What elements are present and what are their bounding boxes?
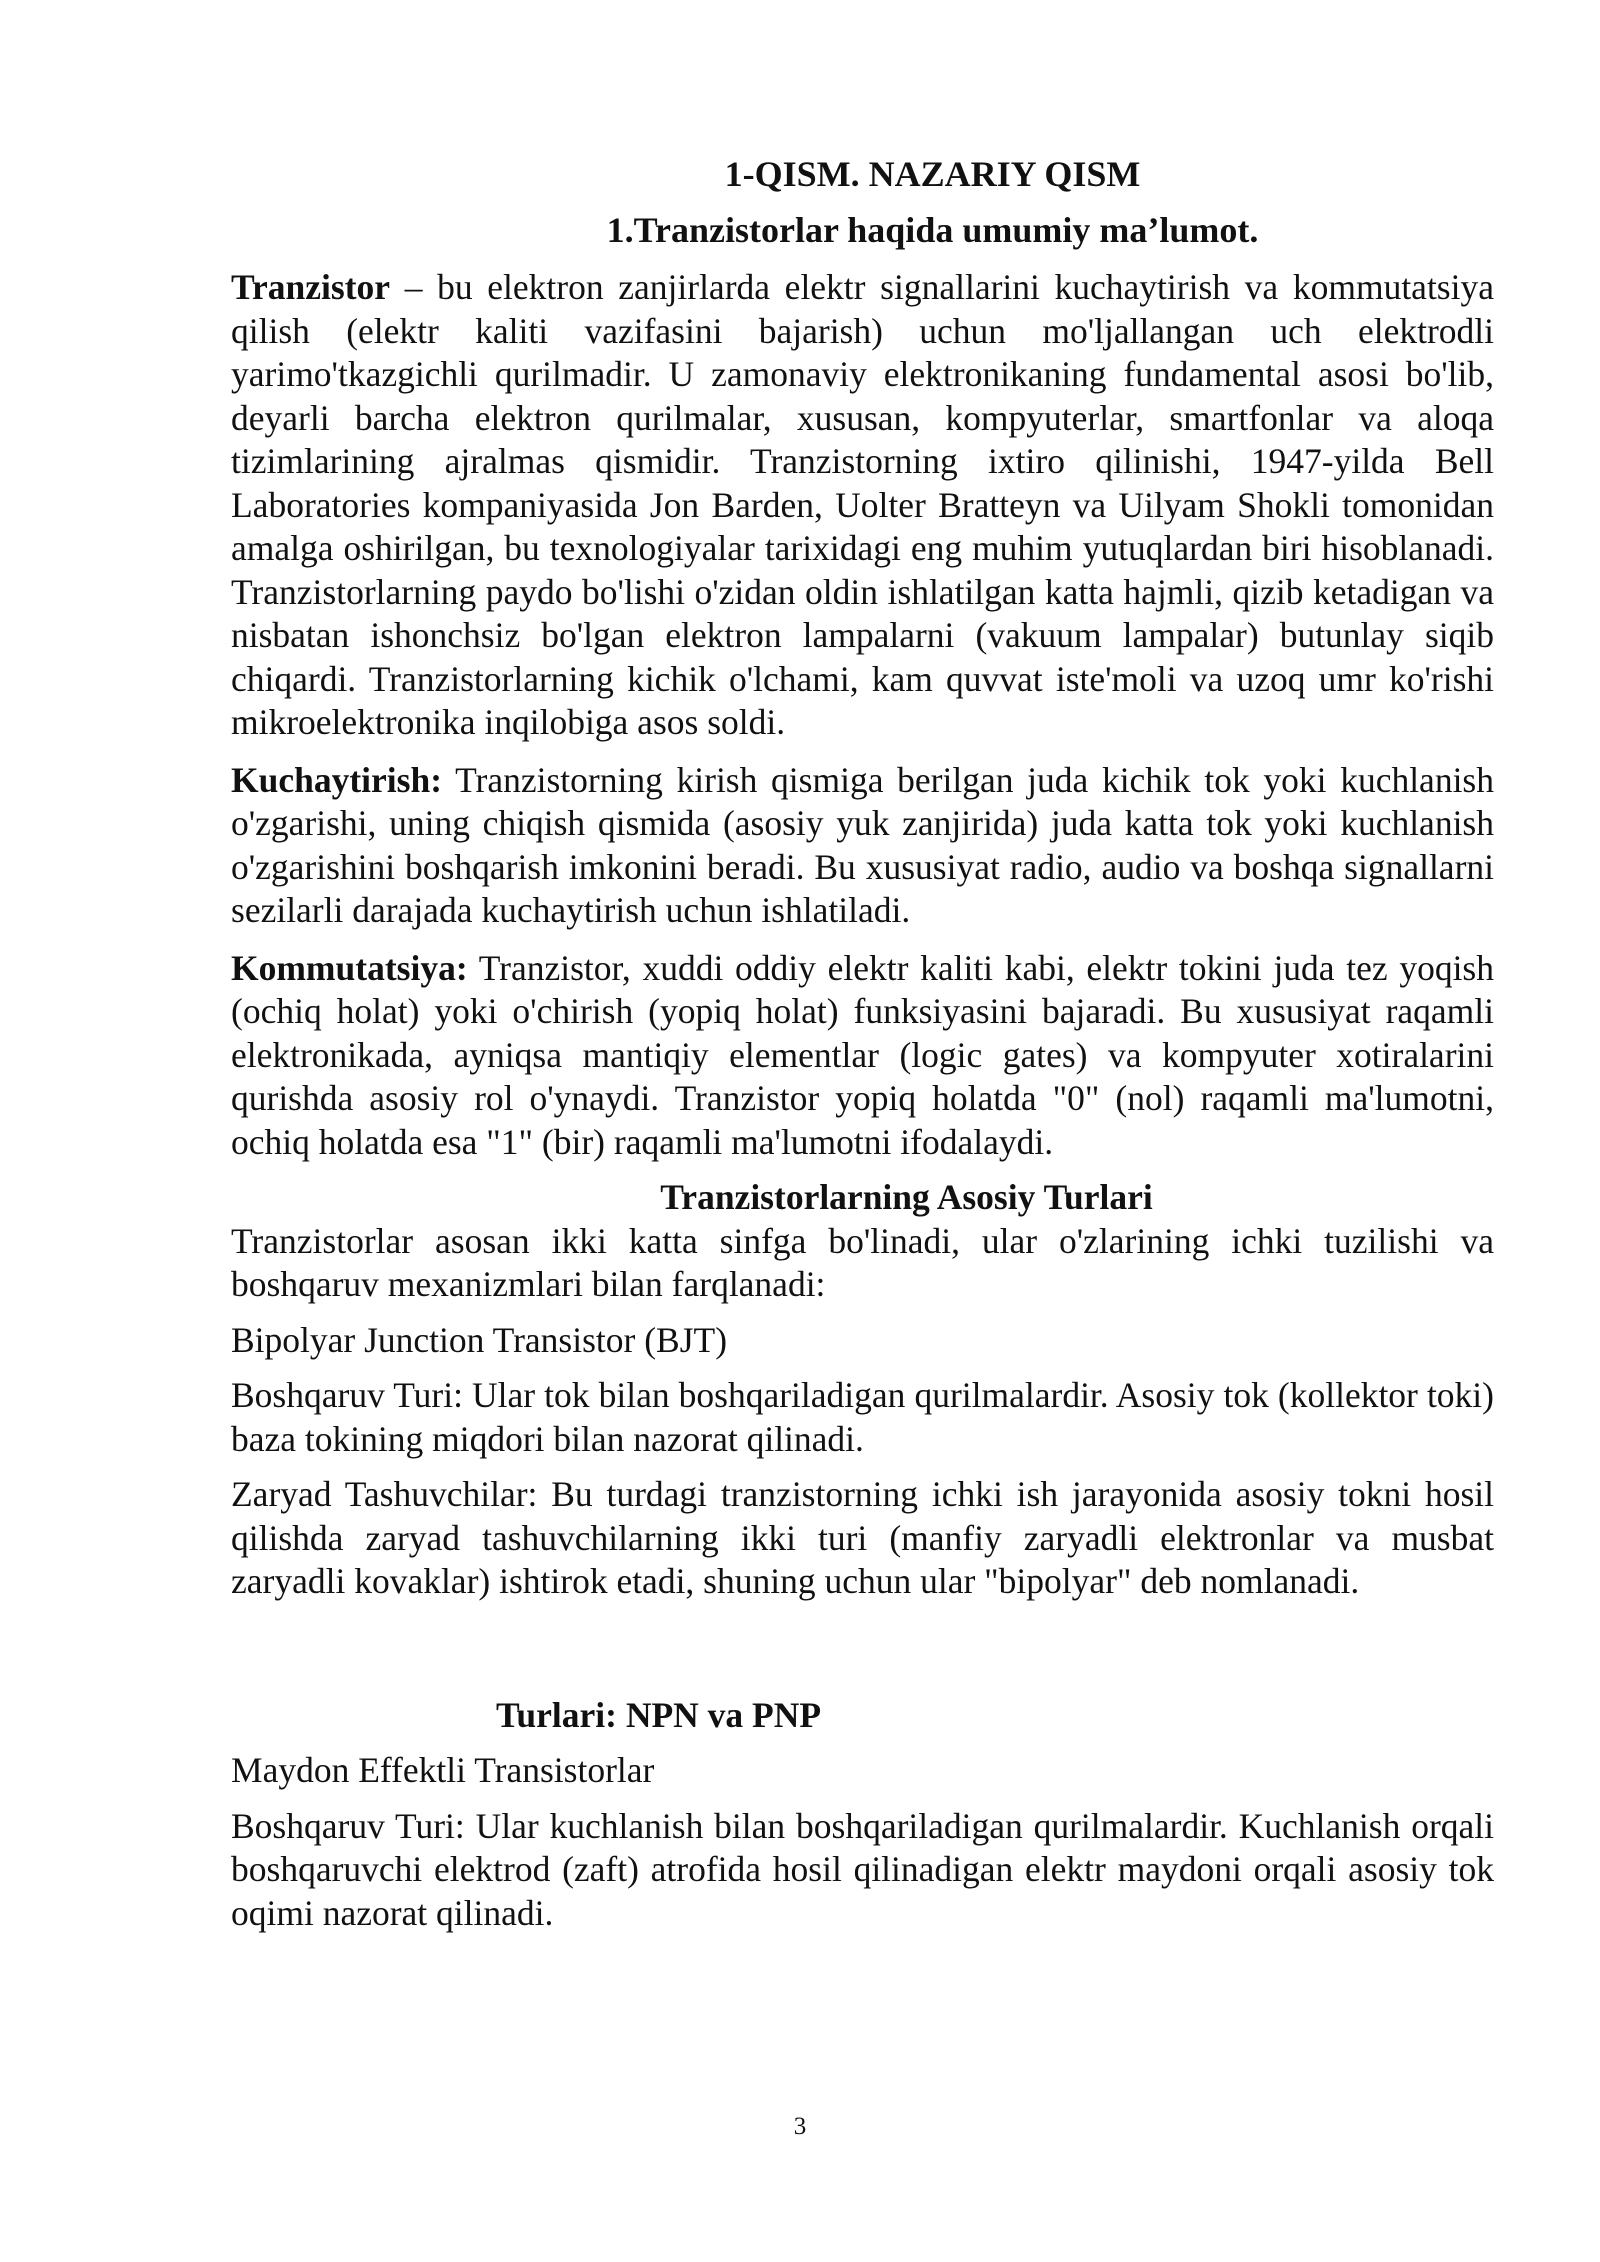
amplification-text: Tranzistorning kirish qismiga berilgan juda kichik tok yoki kuchlanish o'zgarishi, uning chiqish qismida (asosiy yuk zanjirida) juda katta tok yoki kuchlanish o'zgarishini boshqarish imkonini beradi. Bu xususiyat radio, audio va boshqa signallarni sezilarli darajada kuchaytirish uchun ishlatiladi. [231,759,1494,930]
section-title: 1.Tranzistorlar haqida umumiy ma’lumot. [606,210,1259,250]
types-intro: Tranzistorlar asosan ikki katta sinfga bo'linadi, ular o'zlarining ichki tuzilishi va boshqaruv mexanizmlari bilan farqlanadi: [231,1220,1494,1304]
page-content [231,152,1494,1935]
amplification-term: Kuchaytirish: [231,759,443,800]
bjt-name: Bipolyar Junction Transistor (BJT) [231,1319,728,1360]
bjt-control: Boshqaruv Turi: Ular tok bilan boshqariladigan qurilmalardir. Asosiy tok (kollektor toki) baza tokining miqdori bilan nazorat qilinadi. [231,1375,1494,1459]
page-number: 3 [793,2113,807,2140]
part-title: 1-QISM. NAZARIY QISM [724,154,1141,194]
intro-text: – bu elektron zanjirlarda elektr signallarini kuchaytirish va kommutatsiya qilish (elektr kaliti vazifasini bajarish) uchun mo'ljallangan uch elektrodli yarimo'tkazgichli qurilmadir. U zamonaviy elektronikaning fundamental asosi bo'lib, deyarli barcha elektron qurilmalar, xususan, kompyuterlar, smartfonlar va aloqa tizimlarining ajralmas qismidir. Tranzistorning ixtiro qilinishi, 1947-yilda Bell Laboratories kompaniyasida Jon Barden, Uolter Bratteyn va Uilyam Shokli tomonidan amalga oshirilgan, bu texnologiyalar tarixidagi eng muhim yutuqlardan biri hisoblanadi. Tranzistorlarning paydo bo'lishi o'zidan oldin ishlatilgan katta hajmli, qizib ketadigan va nisbatan ishonchsiz bo'lgan elektron lampalarni (vakuum lampalar) butunlay siqib chiqardi. Tranzistorlarning kichik o'lchami, kam quvvat iste'moli va uzoq umr ko'rishi mikroelektronika inqilobiga asos soldi. [231,267,1494,742]
fet-name: Maydon Effektli Transistorlar [231,1750,655,1790]
fet-control: Boshqaruv Turi: Ular kuchlanish bilan boshqariladigan qurilmalardir. Kuchlanish orqali boshqaruvchi elektrod (zaft) atrofida hosil qilinadigan elektr maydoni orqali asosiy tok oqimi nazorat qilinadi. [231,1805,1494,1933]
npn-pnp-heading: Turlari: NPN va PNP [496,1694,822,1735]
amplification-paragraph [231,759,1494,933]
switching-paragraph [231,947,1494,1165]
intro-term: Tranzistor [231,267,391,307]
intro-paragraph [231,266,1494,745]
switching-text: Tranzistor, xuddi oddiy elektr kaliti kabi, elektr tokini juda tez yoqish (ochiq holat) yoki o'chirish (yopiq holat) funksiyasini bajaradi. Bu xususiyat raqamli elektronikada, ayniqsa mantiqiy elementlar (logic gates) va kompyuter xotiralarini qurishda asosiy rol o'ynaydi. Tranzistor yopiq holatda "0" (nol) raqamli ma'lumotni, ochiq holatda esa "1" (bir) raqamli ma'lumotni ifodalaydi. [231,947,1494,1162]
switching-term: Kommutatsiya: [231,947,468,988]
bjt-carriers: Zaryad Tashuvchilar: Bu turdagi tranzistorning ichki ish jarayonida asosiy tokni hosil qilishda zaryad tashuvchilarning ikki turi (manfiy zaryadli elektronlar va musbat zaryadli kovaklar) ishtirok etadi, shuning uchun ular "bipolyar" deb nomlanadi. [231,1474,1494,1601]
types-heading: Tranzistorlarning Asosiy Turlari [660,1177,1153,1217]
